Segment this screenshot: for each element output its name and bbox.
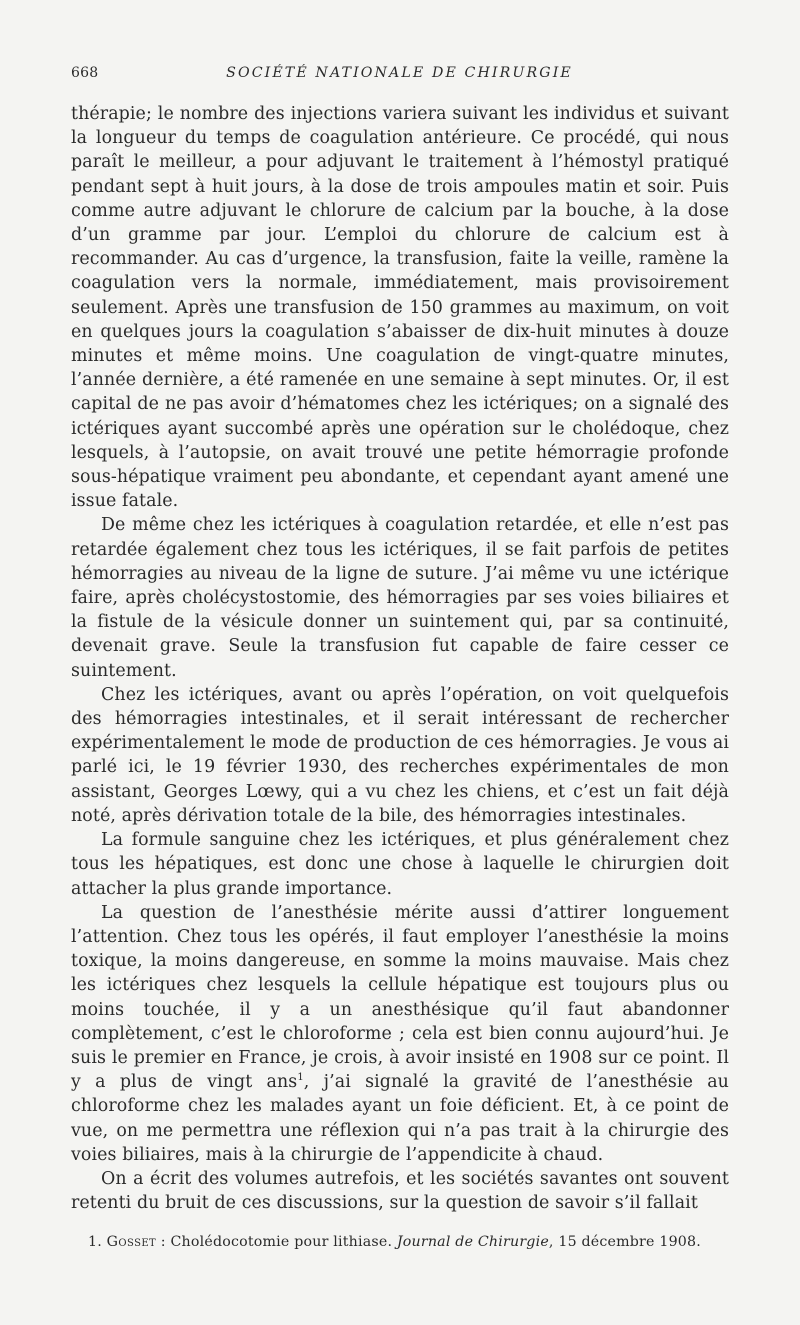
running-head bbox=[71, 61, 728, 85]
paragraph-5 bbox=[71, 901, 729, 1167]
footnote bbox=[88, 1232, 728, 1252]
paragraph-5-text: La question de l’anesthésie mérite aussi d’attirer longuement l’attention. Chez tous les opérés, il faut employer l’anesthésie la moins toxique, la moins dangereuse, en somme la moins mauvaise. Mais chez les ictériques chez lesquels la cellule hépatique est toujours plus ou moins touchée, il y a un anesthésique qu’il faut abandonner complètement, c’est le chloroforme ; cela est bien connu aujourd’hui. Je suis le premier en France, je crois, à avoir insisté en 1908 sur ce point. Il y a plus de vingt ans bbox=[71, 902, 729, 1093]
body-text bbox=[71, 102, 729, 1215]
page-number: 668 bbox=[71, 65, 99, 81]
paragraph-6: On a écrit des volumes autrefois, et les sociétés savantes ont souvent retenti du bruit de ces discussions, sur la question de savoir s’il fallait bbox=[71, 1168, 729, 1214]
footnote-journal: Journal de Chirurgie bbox=[396, 1234, 549, 1250]
footnote-separator: : bbox=[156, 1234, 171, 1250]
paragraph-2: De même chez les ictériques à coagulation retardée, et elle n’est pas retardée également chez tous les ictériques, il se fait parfois de petites hémorragies au niveau de la ligne de suture. J’ai même vu une ictérique faire, après cholécystostomie, des hémorragies par ses voies biliaires et la fistule de la vésicule donner un suintement qui, par sa continuité, devenait grave. Seule la transfusion fut capable de faire cesser ce suintement. bbox=[71, 515, 729, 681]
paragraph-1: thérapie; le nombre des injections variera suivant les individus et suivant la longueur du temps de coagulation antérieure. Ce procédé, qui nous paraît le meilleur, a pour adjuvant le traitement à l’hémostyl pratiqué pendant sept à huit jours, à la dose de trois ampoules matin et soir. Puis comme autre adjuvant le chlorure de calcium par la bouche, à la dose d’un gramme par jour. L’emploi du chlorure de calcium est à recommander. Au cas d’urgence, la transfusion, faite la veille, ramène la coagulation vers la normale, immédiatement, mais provisoirement seulement. Après une transfusion de 150 grammes au maximum, on voit en quelques jours la coagulation s’abaisser de dix-huit minutes à douze minutes et même moins. Une coagulation de vingt-quatre minutes, l’année dernière, a été ramenée en une semaine à sept minutes. Or, il est capital de ne pas avoir d’hématomes chez les ictériques; on a signalé des ictériques ayant succombé après une opération sur le cholédoque, chez lesquels, à l’autopsie, on avait trouvé une petite hémorragie profonde sous-hépatique vraiment peu abondante, et cependant ayant amené une issue fatale. bbox=[71, 104, 729, 512]
footnote-date: , 15 décembre 1908. bbox=[548, 1234, 701, 1250]
paragraph-3: Chez les ictériques, avant ou après l’opération, on voit quelquefois des hémorragies intestinales, et il serait intéressant de rechercher expérimentalement le mode de production de ces hémorragies. Je vous ai parlé ici, le 19 février 1930, des recherches expérimentales de mon assistant, Georges Lœwy, qui a vu chez les chiens, et c’est un fait déjà noté, après dérivation totale de la bile, des hémorragies intestinales. bbox=[71, 684, 729, 826]
paragraph-4: La formule sanguine chez les ictériques, et plus généralement chez tous les hépatiques, est donc une chose à laquelle le chirurgien doit attacher la plus grande importance. bbox=[71, 830, 729, 899]
footnote-author: Gosset bbox=[106, 1234, 157, 1250]
paragraph-5-tail: , j’ai signalé la gravité de l’anesthésie au chloroforme chez les malades ayant un foie déficient. Et, à ce point de vue, on me permettra une réflexion qui n’a pas trait à la chirurgie des voies biliaires, mais à la chirurgie de l’appendicite à chaud. bbox=[71, 1072, 729, 1165]
footnote-reference: 1 bbox=[297, 1072, 304, 1084]
journal-title: SOCIÉTÉ NATIONALE DE CHIRURGIE bbox=[226, 65, 573, 81]
footnote-title: Cholédocotomie pour lithiase. bbox=[170, 1234, 393, 1250]
footnote-number: 1. bbox=[88, 1234, 102, 1250]
